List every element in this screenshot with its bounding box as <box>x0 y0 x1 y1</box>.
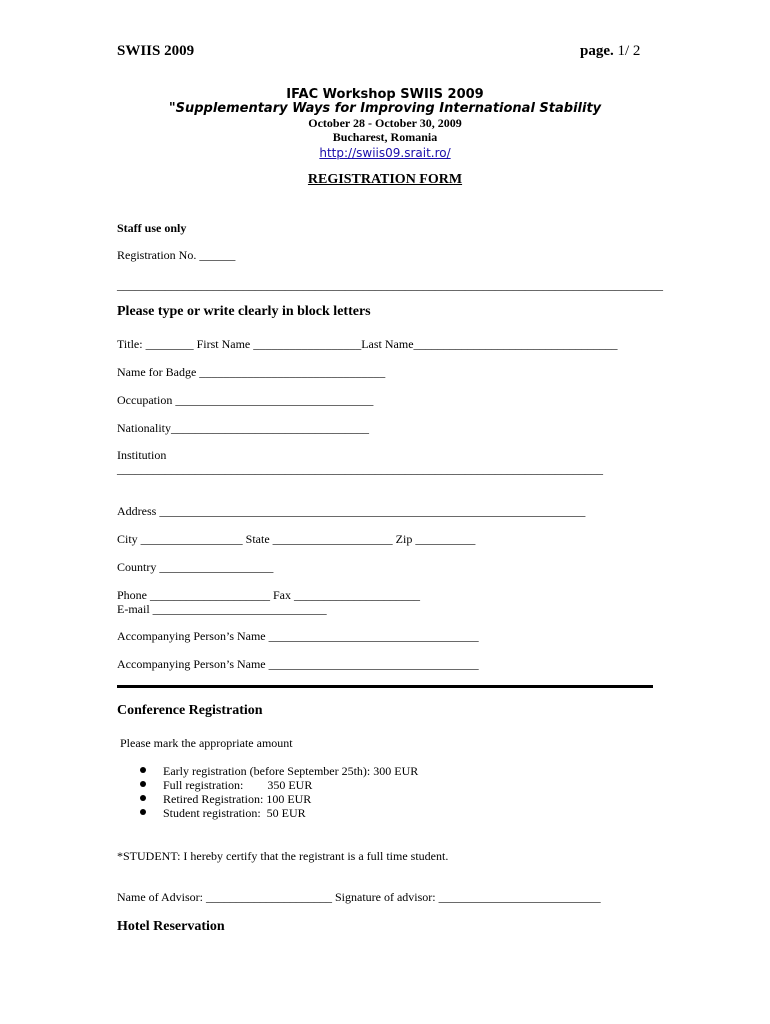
name-fields-line[interactable]: Title: ________ First Name __________________Last Name__________________________________ <box>117 337 618 351</box>
address-field[interactable]: Address _______________________________________________________________________ <box>117 504 586 518</box>
option-full-registration[interactable]: Full registration: 350 EUR <box>163 778 313 792</box>
form-title-text: REGISTRATION FORM <box>307 172 463 187</box>
country-field[interactable]: Country ___________________ <box>117 560 274 574</box>
phone-fax-field[interactable]: Phone ____________________ Fax _____________________ <box>117 588 420 602</box>
nationality-field[interactable]: Nationality_________________________________ <box>117 421 369 435</box>
accompanying-person-field-2[interactable]: Accompanying Person’s Name ___________________________________ <box>117 657 479 671</box>
city-state-zip-field[interactable]: City _________________ State ____________________ Zip __________ <box>117 532 476 546</box>
header-left-title: SWIIS 2009 <box>117 43 195 59</box>
advisor-fields-line[interactable]: Name of Advisor: _____________________ Signature of advisor: ___________________________ <box>117 890 601 904</box>
workshop-url-link[interactable]: http://swiis09.srait.ro/ <box>319 146 451 160</box>
hotel-reservation-heading: Hotel Reservation <box>117 919 225 934</box>
bullet-icon <box>140 767 146 773</box>
option-student-registration[interactable]: Student registration: 50 EUR <box>163 806 306 820</box>
email-field[interactable]: E-mail _____________________________ <box>117 602 327 616</box>
bullet-icon <box>140 781 146 787</box>
option-retired-registration[interactable]: Retired Registration: 100 EUR <box>163 792 312 806</box>
bullet-icon <box>140 795 146 801</box>
accompanying-person-field-1[interactable]: Accompanying Person’s Name ___________________________________ <box>117 629 479 643</box>
staff-heading: Staff use only <box>117 221 187 235</box>
conference-instruction: Please mark the appropriate amount <box>120 736 293 750</box>
badge-name-field[interactable]: Name for Badge _______________________________ <box>117 365 386 379</box>
section-divider <box>117 685 653 688</box>
page-label: page. <box>580 43 614 59</box>
workshop-title: IFAC Workshop SWIIS 2009 <box>286 87 484 102</box>
form-title <box>0 173 770 187</box>
page-number: 1/ 2 <box>617 43 641 59</box>
student-certification-note: *STUDENT: I hereby certify that the registrant is a full time student. <box>117 849 449 863</box>
registration-number-field[interactable]: Registration No. ______ <box>117 248 236 262</box>
page-indicator <box>580 44 640 59</box>
option-early-registration[interactable]: Early registration (before September 25th): 300 EUR <box>163 764 419 778</box>
block-letters-heading: Please type or write clearly in block letters <box>117 304 371 319</box>
institution-field[interactable]: _________________________________________________________________________________ <box>117 462 603 476</box>
workshop-location: Bucharest, Romania <box>332 130 438 144</box>
workshop-dates: October 28 - October 30, 2009 <box>308 116 462 130</box>
workshop-url-row <box>0 145 770 161</box>
divider-line: ___________________________________________________________________________________________ <box>117 278 663 292</box>
workshop-subtitle: "Supplementary Ways for Improving International Stability <box>168 101 602 116</box>
conference-registration-heading: Conference Registration <box>117 703 263 718</box>
bullet-icon <box>140 809 146 815</box>
occupation-field[interactable]: Occupation _________________________________ <box>117 393 374 407</box>
institution-label: Institution <box>117 448 167 462</box>
